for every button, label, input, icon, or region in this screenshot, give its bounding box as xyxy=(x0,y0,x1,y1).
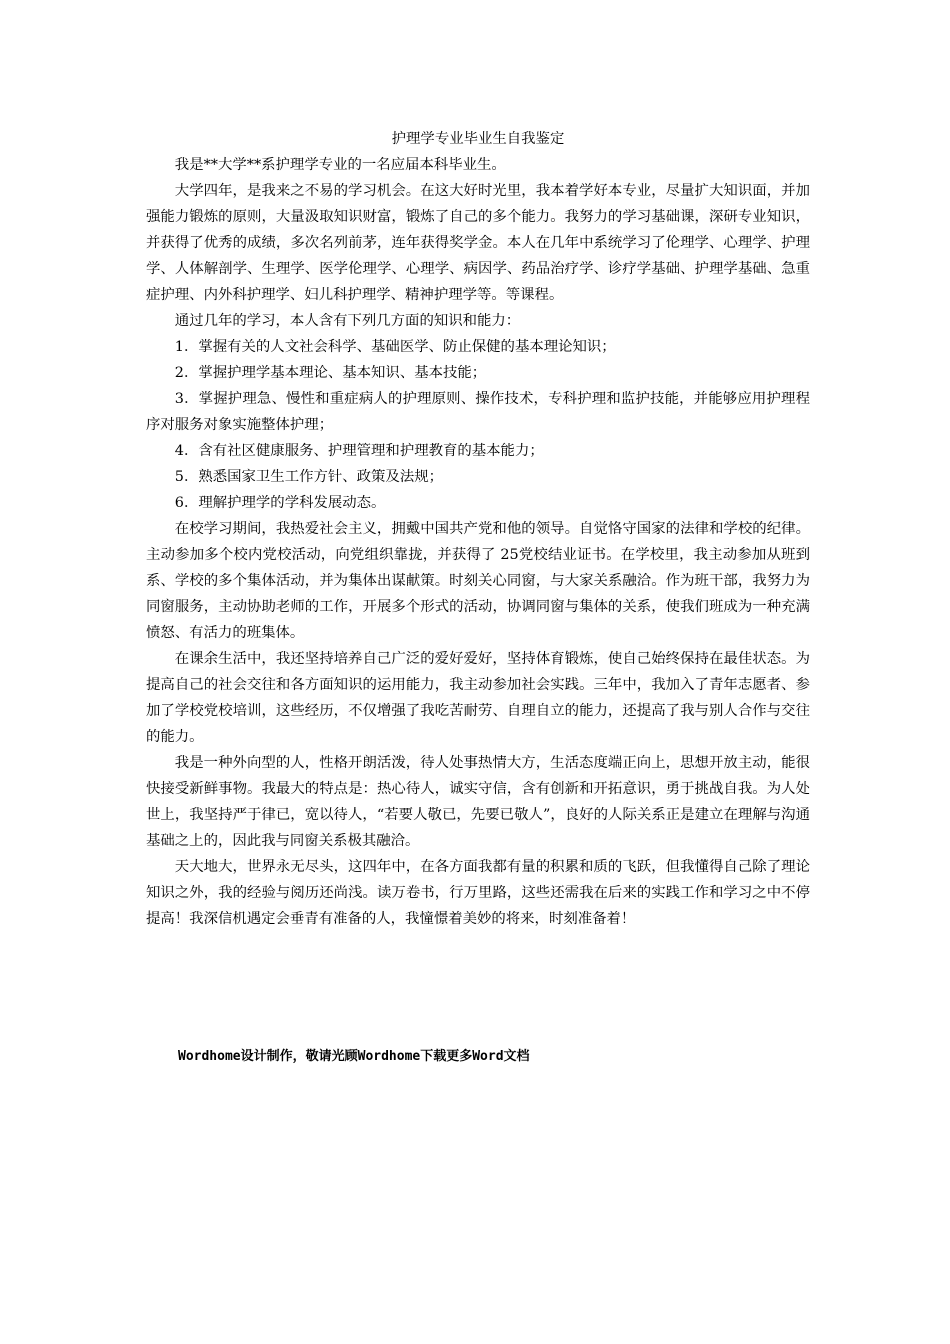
list-item: 4．含有社区健康服务、护理管理和护理教育的基本能力； xyxy=(174,443,544,459)
personality-paragraph: 我是一种外向型的人，性格开朗活泼，待人处事热情大方，生活态度端正向上，思想开放主动，能很快接受新鲜事物。我最大的特点是：热心待人，诚实守信，含有创新和开拓意识，勇于挑战自我。为人处世上，我坚持严于律已，宽以待人，“若要人敬已，先要已敬人”，良好的人际关系正是建立在理解与沟通基础之上的，因此我与同窗关系极其融洽。 xyxy=(146,755,810,849)
list-item: 2．掌握护理学基本理论、基本知识、基本技能； xyxy=(174,365,487,381)
list-item: 6．理解护理学的学科发展动态。 xyxy=(174,495,386,511)
document-title: 护理学专业毕业生自我鉴定 xyxy=(391,131,565,147)
abilities-intro: 通过几年的学习，本人含有下列几方面的知识和能力： xyxy=(174,313,521,329)
document-body xyxy=(146,126,810,932)
conclusion-paragraph: 天大地大，世界永无尽头，这四年中，在各方面我都有量的积累和质的飞跃，但我懂得自己除了理论知识之外，我的经验与阅历还尚浅。读万卷书，行万里路，这些还需我在后来的实践工作和学习之中不停提高！我深信机遇定会垂青有准备的人，我憧憬着美妙的将来，时刻准备着！ xyxy=(146,859,810,927)
campus-paragraph: 在校学习期间，我热爱社会主义，拥戴中国共产党和他的领导。自觉恪守国家的法律和学校的纪律。主动参加多个校内党校活动，向党组织靠拢，并获得了 25党校结业证书。在学校里，我主动参加从班到系、学校的多个集体活动，并为集体出谋献策。时刻关心同窗，与大家关系融洽。作为班干部，我努力为同窗服务，主动协助老师的工作，开展多个形式的活动，协调同窗与集体的关系，使我们班成为一种充满愤怒、有活力的班集体。 xyxy=(146,521,810,641)
extracurricular-paragraph: 在课余生活中，我还坚持培养自己广泛的爱好爱好，坚持体育锻炼，使自己始终保持在最佳状态。为提高自己的社会交往和各方面知识的运用能力，我主动参加社会实践。三年中，我加入了青年志愿者、参加了学校党校培训，这些经历，不仅增强了我吃苦耐劳、自理自立的能力，还提高了我与别人合作与交往的能力。 xyxy=(146,651,810,745)
list-item: 1．掌握有关的人文社会科学、基础医学、防止保健的基本理论知识； xyxy=(174,339,616,355)
list-item: 5．熟悉国家卫生工作方针、政策及法规； xyxy=(174,469,443,485)
footer-note: Wordhome设计制作，敬请光顾Wordhome下载更多Word文档 xyxy=(178,1049,530,1064)
intro-paragraph: 我是**大学**系护理学专业的一名应届本科毕业生。 xyxy=(174,157,506,173)
list-item: 3．掌握护理急、慢性和重症病人的护理原则、操作技术，专科护理和监护技能，并能够应用护理程序对服务对象实施整体护理； xyxy=(146,391,810,433)
study-paragraph: 大学四年，是我来之不易的学习机会。在这大好时光里，我本着学好本专业，尽量扩大知识面，并加强能力锻炼的原则，大量汲取知识财富，锻炼了自己的多个能力。我努力的学习基础课，深研专业知识，并获得了优秀的成绩，多次名列前茅，连年获得奖学金。本人在几年中系统学习了伦理学、心理学、护理学、人体解剖学、生理学、医学伦理学、心理学、病因学、药品治疗学、诊疗学基础、护理学基础、急重症护理、内外科护理学、妇儿科护理学、精神护理学等。等课程。 xyxy=(146,183,810,303)
